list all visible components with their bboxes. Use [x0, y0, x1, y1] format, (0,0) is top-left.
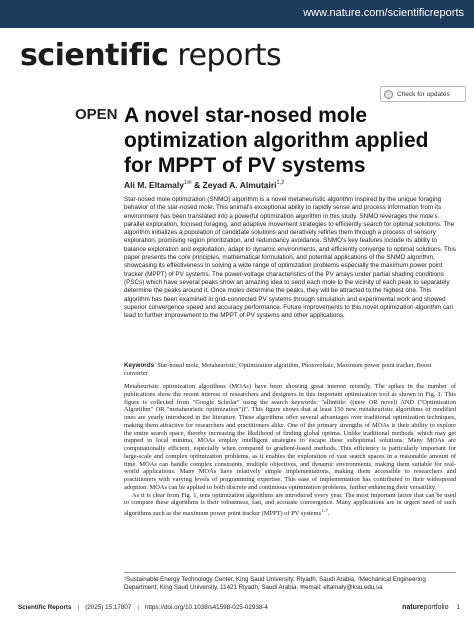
- author-name[interactable]: Ali M. Eltamaly: [124, 180, 184, 190]
- author-affiliation-marker: 1✉: [184, 180, 192, 187]
- abstract: Star-nosed mole optimization (SNMO) algorithm is a novel metaheuristic algorithm inspired by the unique foraging behavior of the star-nosed mole. This animal's exceptional ability to rapidly sense and process information from its environment has been translated into a powerful optimization algorithm in this study. SNMO leverages the mole's parallel exploration, focused foraging, and adaptive movement strategies to efficiently search for optimal solutions. The algorithm initializes a population of candidate solutions and iteratively refines them through a process of sensory exploration, promising region prioritization, and redundancy avoidance. SNMO's key features include its ability to balance exploration and exploitation, adapt to dynamic environments, and efficiently converge to optimal solutions. This paper presents the core principles, mathematical formulation, and potential applications of the SNMO algorithm, showcasing its effectiveness in solving a wide range of optimization problems especially the maximum power point tracker (MPPT) of PV systems. The power-voltage characteristics of the PV arrays under partial shading conditions (PSCs) which have several peaks show an amazing idea to send each mole to the vicinity of each peak to separately determine the peaks around it. Once moles determine the peaks, they will be attracted to the highest one. This algorithm has been examined in grid-connected PV systems through simulation and experimental work and showed superior convergence speed and accuracy performance. Future improvements to this novel optimization algorithm can lead to further improvement to the MPPT of PV systems and other applications.: [124, 196, 456, 320]
- journal-name-rest: reports: [168, 38, 282, 73]
- footer-separator: |: [137, 603, 140, 611]
- site-header-bar: [0, 0, 474, 28]
- footer-doi-link[interactable]: https://doi.org/10.1038/s41598-025-02938-4: [145, 603, 268, 611]
- body-paragraph: Metaheuristic optimization algorithms (MOAs) have been showing great interest recently. The spikes in the number of publications show the recent interest of researchers and designers in this important optimization tool as shown in Fig. 1. This figure is collected from "Google Scholar" using the search keywords: "allintitle: ((new OR novel) AND ("Optimization Algorithm" OR "metaheuristic optimization"))". This figure shows that at least 150 new metaheuristic algorithms or modified ones are yearly introduced in the literature. These algorithms offer several advantages over traditional optimization techniques, making them attractive for researchers and practitioners alike. One of the primary strengths of MOAs is their ability to explore the entire search space, thereby increasing the likelihood of finding global optima. Unlike traditional methods, which may get trapped in local minima, MOAs employ intelligent strategies to escape these suboptimal solutions. Many MOAs are computationally efficient, especially when compared to gradient-based methods. This efficiency is particularly important for large-scale and complex optimization problems, as it enables the exploration of vast search spaces in a reasonable amount of time. MOAs can handle complex constraints, multiple objectives, and dynamic environments, making them suitable for real-world applications. Many MOAs have relatively simple implementations, making them accessible to researchers and practitioners with varying levels of programming expertise. This ease of implementation has contributed to their widespread adoption. MOAs can be applied to both discrete and continuous optimization problems, further enhancing their versatility.: [124, 383, 456, 491]
- author-affiliation-marker: 1,2: [276, 180, 285, 187]
- check-for-updates-button[interactable]: [380, 86, 466, 102]
- footer-journal: Scientific Reports: [18, 603, 72, 611]
- keywords-list: Star-nosed mole, Metaheuristic, Optimization algorithm, Photovoltaic, Maximum power point tracker, Boost converter: [124, 362, 432, 378]
- body-paragraph-text: As it is clear from Fig. 1, tens optimization algorithms are introduced every year. The most important factor that can be used to compare these algorithms is their robustness, fast, and accurate convergence. Many applications are in urgent need of such algorithms such as the maximum power point tracker (MPPT) of PV systems: [124, 491, 456, 518]
- page-number: 1: [456, 603, 460, 611]
- check-updates-icon: [384, 90, 393, 99]
- author-name[interactable]: Zeyad A. Almutairi: [202, 180, 277, 190]
- check-updates-label: Check for updates: [397, 90, 450, 98]
- body-paragraph-end: .: [327, 510, 330, 518]
- affiliations: ¹Sustainable Energy Technology Center, King Saud University, Riyadh, Saudi Arabia. ²Mechanical Engineering Department, King Saud University, 11421 Riyadh, Saudi Arabia. ✉email: eltamaly@ksu.edu.sa: [124, 572, 456, 592]
- publisher-logo: [402, 604, 448, 611]
- page-footer: [18, 601, 460, 613]
- footer-year-page: (2025) 15:17807: [85, 603, 132, 611]
- site-url-link[interactable]: www.nature.com/scientificreports: [303, 7, 464, 19]
- open-access-label: OPEN: [75, 106, 118, 123]
- citation-ref[interactable]: 1–7: [321, 508, 328, 513]
- article-title: A novel star-nosed mole optimization algorithm applied for MPPT of PV systems: [124, 104, 429, 177]
- author-list: [124, 180, 284, 190]
- keywords: [124, 362, 456, 379]
- publisher-bold: nature: [402, 603, 424, 611]
- footer-separator: |: [77, 603, 80, 611]
- body-paragraph: [124, 492, 456, 518]
- journal-name-bold: scientific: [20, 38, 169, 73]
- author-separator: &: [191, 180, 203, 190]
- publisher-rest: portfolio: [423, 603, 449, 611]
- journal-logo[interactable]: [20, 38, 281, 73]
- keywords-label: Keywords: [124, 362, 155, 369]
- body-text: [124, 383, 456, 518]
